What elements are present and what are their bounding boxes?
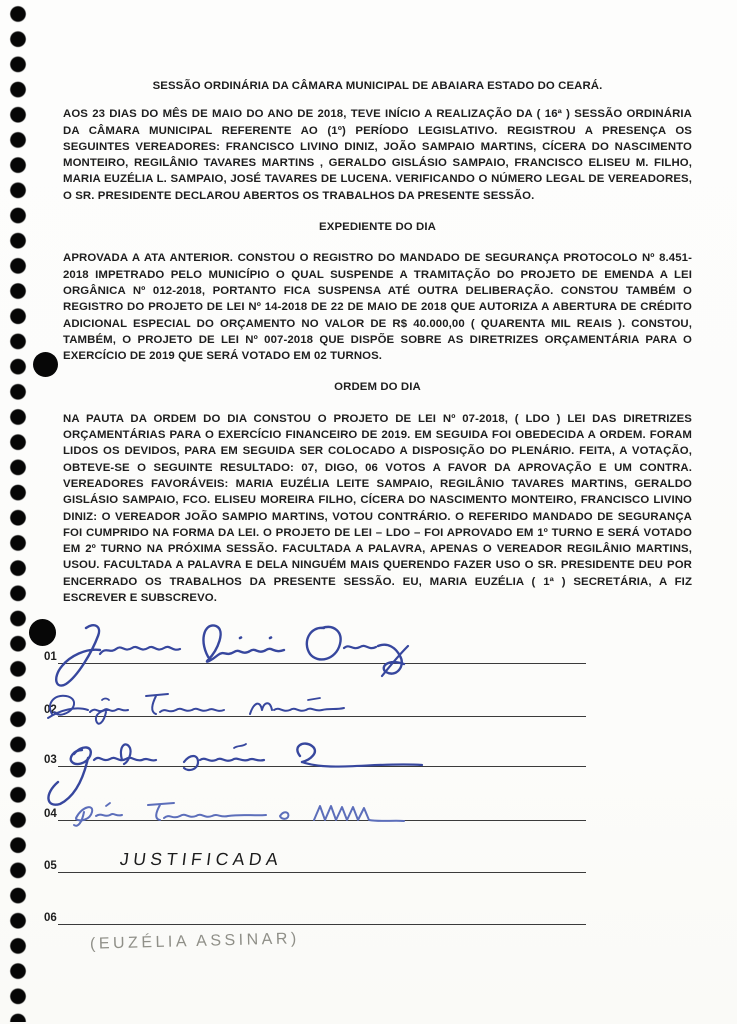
signature-line: [58, 766, 586, 767]
signature-line: [58, 820, 586, 821]
ordem-paragraph: NA PAUTA DA ORDEM DO DIA CONSTOU O PROJETO DE LEI Nº 07-2018, ( LDO ) LEI DAS DIRETRIZES ORÇAMENTÁRIAS PARA O EXERCÍCIO FINANCEIRO DE 2019. EM SEGUIDA FOI OBEDECIDA A ORDEM. FORAM LIDOS OS DEVIDOS, PARA EM SEGUIDA SER COLOCADO A DISPOSIÇÃO DO PLENÁRIO. FEITA, A VOTAÇÃO, OBTEVE-SE O SEGUINTE RESULTADO: 07, DIGO, 06 VOTOS A FAVOR DA APROVAÇÃO E UM CONTRA. VEREADORES FAVORÁVEIS: MARIA EUZÉLIA LEITE SAMPAIO, REGILÂNIO TAVARES MARTINS, GERALDO GISLÁSIO SAMPAIO, FCO. ELISEU MOREIRA FILHO, CÍCERA DO NASCIMENTO MONTEIRO, FRANCISCO LIVINO DINIZ: O VEREADOR JOÃO SAMPIO MARTINS, VOTOU CONTRÁRIO. O REFERIDO MANDADO DE SEGURANÇA FOI CUMPRIDO NA FORMA DA LEI. O PROJETO DE LEI – LDO – FOI APROVADO EM 1º TURNO E SERÁ VOTADO EM 2º TURNO NA PRÓXIMA SESSÃO. FACULTADA A PALAVRA, APENAS O VEREADOR REGILÂNIO MARTINS, USOU. FACULTADA A PALAVRA E DELA NINGUÉM MAIS QUERENDO FAZER USO O SR. PRESIDENTE DEU POR ENCERRADO OS TRABALHOS DA PRESENTE SESSÃO. EU, MARIA EUZÉLIA ( 1ª ) SECRETÁRIA, A FIZ ESCREVER E SUBSCREVO.: [63, 412, 692, 605]
signature-row-number: 05: [44, 860, 57, 872]
section-heading-expediente: EXPEDIENTE DO DIA: [319, 221, 436, 234]
signature-line: [58, 872, 586, 873]
signature-line: [58, 924, 586, 925]
document-title: SESSÃO ORDINÁRIA DA CÂMARA MUNICIPAL DE ABAIARA ESTADO DO CEARÁ.: [152, 80, 603, 92]
punch-hole-icon: [29, 619, 56, 646]
section-heading-ordem: ORDEM DO DIA: [334, 381, 421, 394]
signature-row-number: 06: [44, 912, 57, 924]
spiral-binding-holes-icon: [9, 2, 28, 1022]
opening-paragraph: AOS 23 DIAS DO MÊS DE MAIO DO ANO DE 2018, TEVE INÍCIO A REALIZAÇÃO DA ( 16ª ) SESSÃO ORDINÁRIA DA CÂMARA MUNICIPAL REFERENTE AO (1º) PERÍODO LEGISLATIVO. REGISTROU A PRESENÇA OS SEGUINTES VEREADORES: FRANCISCO LIVINO DINIZ, JOÃO SAMPAIO MARTINS, CÍCERA DO NASCIMENTO MONTEIRO, REGILÂNIO TAVARES MARTINS , GERALDO GISLÁSIO SAMPAIO, FRANCISCO ELISEU M. FILHO, MARIA EUZÉLIA L. SAMPAIO, JOSÉ TAVARES DE LUCENA. VERIFICANDO O NÚMERO LEGAL DE VEREADORES, O SR. PRESIDENTE DECLAROU ABERTOS OS TRABALHOS DA PRESENTE SESSÃO.: [63, 108, 692, 202]
signature-handwriting-francisco-livino-diniz: [52, 618, 432, 698]
signature-row-number: 04: [44, 808, 57, 820]
signature-handwriting-regilanio-tavares-martins: [46, 682, 366, 737]
signature-row-number: 01: [44, 651, 57, 663]
signature-line: [58, 663, 586, 664]
signature-line: [58, 716, 586, 717]
justificada-handwritten-note: JUSTIFICADA: [118, 849, 284, 869]
punch-hole-icon: [33, 352, 58, 377]
pencil-annotation-euzelia-assinar: (EUZÉLIA ASSINAR): [89, 930, 300, 953]
signature-handwriting-jose-tavares-de-lucena: [62, 792, 462, 837]
signature-row-number: 02: [44, 704, 57, 716]
document-body: [63, 78, 692, 606]
signature-row-number: 03: [44, 754, 57, 766]
expediente-paragraph: APROVADA A ATA ANTERIOR. CONSTOU O REGISTRO DO MANDADO DE SEGURANÇA PROTOCOLO Nº 8.451-2018 IMPETRADO PELO MUNICÍPIO O QUAL SUSPENDE A TRAMITAÇÃO DO PROJETO DE EMENDA A LEI ORGÂNICA Nº 012-2018, PORTANTO FICA SUSPENSA ATÉ OUTRA DELIBERAÇÃO. CONSTOU TAMBÉM O REGISTRO DO PROJETO DE LEI Nº 14-2018 DE 22 DE MAIO DE 2018 QUE AUTORIZA A ABERTURA DE CRÉDITO ADICIONAL ESPECIAL DO ORÇAMENTO NO VALOR DE R$ 40.000,00 ( QUARENTA MIL REAIS ). CONSTOU, TAMBÉM, O PROJETO DE LEI Nº 007-2018 QUE DISPÕE SOBRE AS DIRETRIZES ORÇAMENTÁRIA PARA O EXERCÍCIO DE 2019 QUE SERÁ VOTADO EM 02 TURNOS.: [63, 252, 692, 363]
signature-handwriting-geraldo-gislasio-sampaio: [38, 732, 438, 807]
